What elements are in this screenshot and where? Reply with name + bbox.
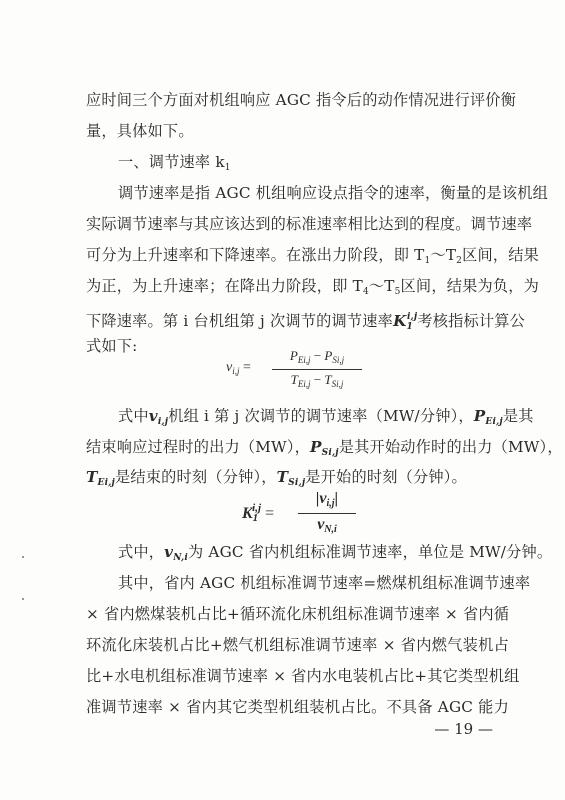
text-line: × 省内燃煤装机占比+循环流化床机组标准调节速率 × 省内循 <box>86 605 510 623</box>
text-line: 量，具体如下。 <box>86 122 194 140</box>
text-line: 式如下: <box>86 337 138 355</box>
text-line: 结束响应过程时的出力（MW），$P_{Si,j}$是其开始动作时的出力（MW）， <box>86 438 563 458</box>
section-heading: 一、调节速率 $k_1$ <box>118 153 231 173</box>
text-line: 式中，$v_{N,i}$为 AGC 省内机组标准调节速率，单位是 MW/分钟。 <box>118 543 553 563</box>
scan-mark <box>22 598 24 600</box>
fraction-bar <box>272 369 362 370</box>
text-line: 环流化床装机占比+燃气机组标准调节速率 × 省内燃气装机占 <box>86 636 509 654</box>
formula-denominator: $T_{Ei,j} - T_{Si,j}$ <box>290 372 344 389</box>
scan-mark <box>22 556 24 558</box>
text-line: 调节速率是指 AGC 机组响应设点指令的速率，衡量的是该机组 <box>118 184 549 202</box>
formula-lhs: $v_{i,j}$ = <box>226 360 251 376</box>
text-line: 比+水电机组标准调节速率 × 省内水电装机占比+其它类型机组 <box>86 667 520 685</box>
formula-lhs: $K_1^{i,j}$ = <box>242 502 275 524</box>
text-line: 式中$v_{i,j}$机组 i 第 j 次调节的调节速率（MW/分钟），$P_{Ei,j}$是其 <box>118 407 534 427</box>
text-line: 下降速率。第 i 台机组第 j 次调节的调节速率$K_1^{i,j}$考核指标计算公 <box>86 312 526 332</box>
symbol-K: K <box>393 312 407 330</box>
text-line: 其中，省内 AGC 机组标准调节速率=燃煤机组标准调节速率 <box>118 574 531 592</box>
text-line: 为正，为上升速率；在降出力阶段，即 $T_4\sim T_5$区间，结果为负，为 <box>86 277 540 297</box>
formula-numerator: $|v_{i,j}|$ <box>315 490 339 509</box>
text-line: 准调节速率 × 省内其它类型机组装机占比。不具备 AGC 能力 <box>86 698 509 716</box>
page-number: — 19 — <box>434 720 493 738</box>
formula-numerator: $P_{Ei,j} - P_{Si,j}$ <box>289 348 345 365</box>
text-line: 实际调节速率与其应该达到的标准速率相比达到的程度。调节速率 <box>86 215 533 233</box>
text-line: 可分为上升速率和下降速率。在涨出力阶段，即 $T_1\sim T_2$区间，结果 <box>86 246 540 266</box>
formula-denominator: $v_{N,i}$ <box>317 516 337 535</box>
text-line: $T_{Ei,j}$是结束的时刻（分钟），$T_{Si,j}$是开始的时刻（分钟）。 <box>86 468 467 488</box>
text-line: 应时间三个方面对机组响应 AGC 指令后的动作情况进行评价衡 <box>86 91 517 109</box>
fraction-bar <box>298 513 356 514</box>
